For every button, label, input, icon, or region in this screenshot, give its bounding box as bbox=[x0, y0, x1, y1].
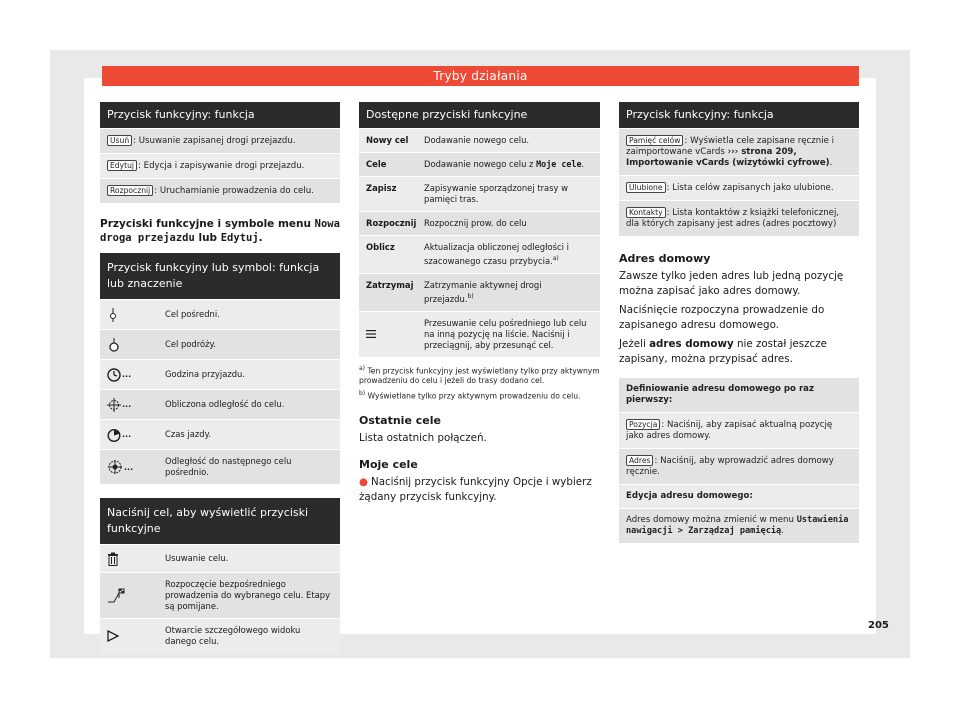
box-title-functions: Przycisk funkcyjny: funkcja bbox=[100, 102, 340, 128]
table-row bbox=[359, 128, 600, 152]
list-item bbox=[619, 175, 859, 200]
column-middle bbox=[359, 102, 600, 509]
item-text: : Lista kontaktów z książki telefonicznej, dla których zapisany jest adres (adres pocztowy) bbox=[626, 208, 840, 229]
row-text: Cel podróży. bbox=[165, 339, 216, 349]
icon-suffix: ... bbox=[122, 430, 132, 439]
row-key: Zapisz bbox=[366, 183, 397, 193]
footnote-text: Wyświetlane tylko przy aktywnym prowadzeniu do celu. bbox=[367, 391, 581, 401]
footnote-text: Ten przycisk funkcyjny jest wyświetlany tylko przy aktywnym prowadzeniu do celu i jeżeli do trasy dodano cel. bbox=[359, 366, 600, 386]
function-list bbox=[100, 128, 340, 203]
column-right bbox=[619, 102, 859, 543]
row-text-a: Aktualizacja obliczonej odległości i szacowanego czasu przybycia. bbox=[424, 242, 569, 266]
item-text: Adres domowy można zmienić w menu bbox=[626, 515, 797, 525]
direct-route-icon bbox=[107, 588, 125, 604]
drag-handle-icon bbox=[366, 329, 376, 339]
paragraph bbox=[619, 337, 859, 367]
list-item bbox=[100, 178, 340, 203]
row-text: Dodawanie nowego celu. bbox=[424, 135, 530, 145]
row-text-tail: . bbox=[581, 159, 585, 169]
list-item bbox=[100, 153, 340, 178]
table-row bbox=[100, 618, 340, 653]
play-icon bbox=[107, 630, 119, 642]
home-address-box bbox=[619, 377, 859, 543]
table-row bbox=[100, 419, 340, 449]
crosshair-icon bbox=[107, 398, 121, 412]
item-tail: . bbox=[829, 158, 833, 168]
section-title-home: Adres domowy bbox=[619, 252, 711, 265]
table-row bbox=[100, 572, 340, 618]
bullet-item bbox=[359, 475, 600, 505]
function-list-right bbox=[619, 128, 859, 236]
bullet-text: Naciśnij przycisk funkcyjny Opcje i wybierz żądany przycisk funkcyjny. bbox=[359, 475, 592, 503]
item-text: : Naciśnij, aby zapisać aktualną pozycję jako adres domowy. bbox=[626, 420, 833, 441]
row-text: Obliczona odległość do celu. bbox=[165, 399, 285, 409]
key-address: Adres bbox=[626, 455, 653, 466]
row-text: Rozpoczęcie bezpośredniego prowadzenia do wybranego celu. Etapy są pomijane. bbox=[165, 579, 331, 611]
target-action-table bbox=[100, 544, 340, 653]
paragraph-text: Jeżeli bbox=[619, 338, 650, 350]
icon-suffix: ... bbox=[124, 462, 134, 472]
item-text: : Edycja i zapisywanie drogi przejazdu. bbox=[138, 161, 305, 171]
row-text: Zapisywanie sporządzonej trasy w pamięci tras. bbox=[424, 183, 569, 204]
page-number: 205 bbox=[868, 620, 889, 631]
destination-icon bbox=[107, 337, 121, 353]
table-row bbox=[100, 544, 340, 572]
table-row bbox=[359, 176, 600, 211]
table-row bbox=[359, 311, 600, 357]
subheading-menu bbox=[100, 217, 340, 245]
key-target-memory: Pamięć celów bbox=[626, 135, 683, 146]
list-item bbox=[100, 128, 340, 153]
list-item bbox=[619, 128, 859, 175]
table-row bbox=[100, 329, 340, 359]
row-text-a: Dodawanie nowego celu z bbox=[424, 159, 537, 169]
row-text: Rozpocznij prow. do celu bbox=[424, 218, 527, 228]
key-position: Pozycja bbox=[626, 419, 660, 430]
icon-suffix: ... bbox=[122, 370, 132, 379]
footnote-b bbox=[359, 389, 600, 402]
route-distance-icon bbox=[107, 460, 123, 474]
row-text-a: Zatrzymanie aktywnej drogi przejazdu. bbox=[424, 279, 542, 304]
row-text bbox=[417, 274, 600, 311]
row-key: Nowy cel bbox=[366, 135, 409, 145]
section-title-recent: Ostatnie cele bbox=[359, 413, 441, 427]
list-item bbox=[619, 200, 859, 236]
item-text: : Naciśnij, aby wprowadzić adres domowy ręcznie. bbox=[626, 456, 834, 477]
row-text bbox=[417, 153, 600, 176]
icon-suffix: ... bbox=[122, 400, 132, 409]
row-text: Otwarcie szczegółowego widoku danego celu. bbox=[165, 625, 301, 646]
section-header: Tryby działania bbox=[102, 66, 859, 86]
row-key: Cele bbox=[366, 159, 387, 169]
row-text: Cel pośredni. bbox=[165, 309, 220, 319]
row-text: Usuwanie celu. bbox=[165, 553, 229, 563]
key-edit: Edytuj bbox=[107, 160, 137, 171]
bullet-icon: ● bbox=[359, 475, 368, 488]
subheading-mono: Edytuj bbox=[220, 232, 259, 244]
paragraph: Naciśnięcie rozpoczyna prowadzenie do zapisanego adresu domowego. bbox=[619, 304, 825, 331]
box-title-functions-right: Przycisk funkcyjny: funkcja bbox=[619, 102, 859, 128]
table-row bbox=[100, 389, 340, 419]
box-title-symbols: Przycisk funkcyjny lub symbol: funkcja lub znaczenie bbox=[100, 253, 340, 299]
item-text: : Wyświetla cele zapisane ręcznie i zaimportowane vCards bbox=[626, 136, 835, 157]
table-row bbox=[100, 449, 340, 484]
paragraph: Zawsze tylko jeden adres lub jedną pozycję można zapisać jako adres domowy. bbox=[619, 270, 844, 297]
cross-reference: ››› strona 209, Importowanie vCards (wizytówki cyfrowe) bbox=[626, 147, 830, 168]
key-contacts: Kontakty bbox=[626, 207, 666, 218]
box-title-target-actions: Naciśnij cel, aby wyświetlić przyciski funkcyjne bbox=[100, 498, 340, 544]
row-text: Godzina przyjazdu. bbox=[165, 369, 246, 379]
list-item bbox=[619, 508, 859, 543]
trash-icon bbox=[107, 552, 119, 566]
clock-icon bbox=[107, 368, 121, 382]
row-key: Rozpocznij bbox=[366, 218, 417, 228]
table-row bbox=[359, 211, 600, 235]
box-title-available-buttons: Dostępne przyciski funkcyjne bbox=[359, 102, 600, 128]
key-favorites: Ulubione bbox=[626, 182, 666, 193]
subheading-text: Przyciski funkcyjne i symbole menu bbox=[100, 218, 315, 230]
subheading-mono: Nowa droga przejazdu bbox=[100, 218, 340, 244]
table-row bbox=[359, 273, 600, 311]
section-title-my-targets: Moje cele bbox=[359, 457, 418, 471]
subheading-text: lub bbox=[194, 232, 221, 244]
box-subtitle: Definiowanie adresu domowego po raz pierwszy: bbox=[619, 377, 859, 412]
stopwatch-icon bbox=[107, 428, 121, 442]
table-row bbox=[100, 359, 340, 389]
list-item bbox=[619, 448, 859, 484]
table-row bbox=[359, 235, 600, 273]
row-text: Odległość do następnego celu pośrednio. bbox=[165, 456, 292, 477]
key-delete: Usuń bbox=[107, 135, 132, 146]
key-start: Rozpocznij bbox=[107, 185, 153, 196]
table-row bbox=[100, 299, 340, 329]
row-text-mono: Moje cele bbox=[536, 159, 582, 169]
item-text: : Uruchamianie prowadzenia do celu. bbox=[154, 186, 314, 196]
item-text: : Usuwanie zapisanej drogi przejazdu. bbox=[133, 136, 296, 146]
available-buttons-table bbox=[359, 128, 600, 357]
footnote-ref: a) bbox=[552, 255, 559, 262]
list-item bbox=[619, 412, 859, 448]
box-subtitle: Edycja adresu domowego: bbox=[619, 484, 859, 508]
column-left bbox=[100, 102, 340, 653]
item-text: : Lista celów zapisanych jako ulubione. bbox=[666, 183, 834, 193]
table-row bbox=[359, 152, 600, 176]
footnote-mark: a) bbox=[359, 364, 366, 372]
footnote-mark: b) bbox=[359, 390, 366, 398]
row-key: Oblicz bbox=[366, 242, 395, 252]
item-tail: . bbox=[781, 526, 784, 536]
footnote-ref: b) bbox=[467, 292, 474, 300]
footnote-a bbox=[359, 364, 600, 387]
menu-path: Ustawienia nawigacji > Zarządzaj pamięcią bbox=[626, 515, 849, 536]
paragraph-text: nie został jeszcze zapisany, można przypisać adres. bbox=[619, 338, 827, 365]
symbol-table bbox=[100, 299, 340, 484]
row-key: Zatrzymaj bbox=[366, 279, 414, 290]
section-text-recent: Lista ostatnich połączeń. bbox=[359, 431, 487, 444]
subheading-text: . bbox=[258, 232, 263, 244]
waypoint-icon bbox=[107, 307, 119, 323]
row-text bbox=[417, 236, 600, 273]
row-text: Przesuwanie celu pośredniego lub celu na inną pozycję na liście. Naciśnij i przeciągnij, aby przesunąć cel. bbox=[424, 317, 587, 350]
paragraph-bold: adres domowy bbox=[649, 338, 734, 350]
row-text: Czas jazdy. bbox=[165, 429, 211, 439]
